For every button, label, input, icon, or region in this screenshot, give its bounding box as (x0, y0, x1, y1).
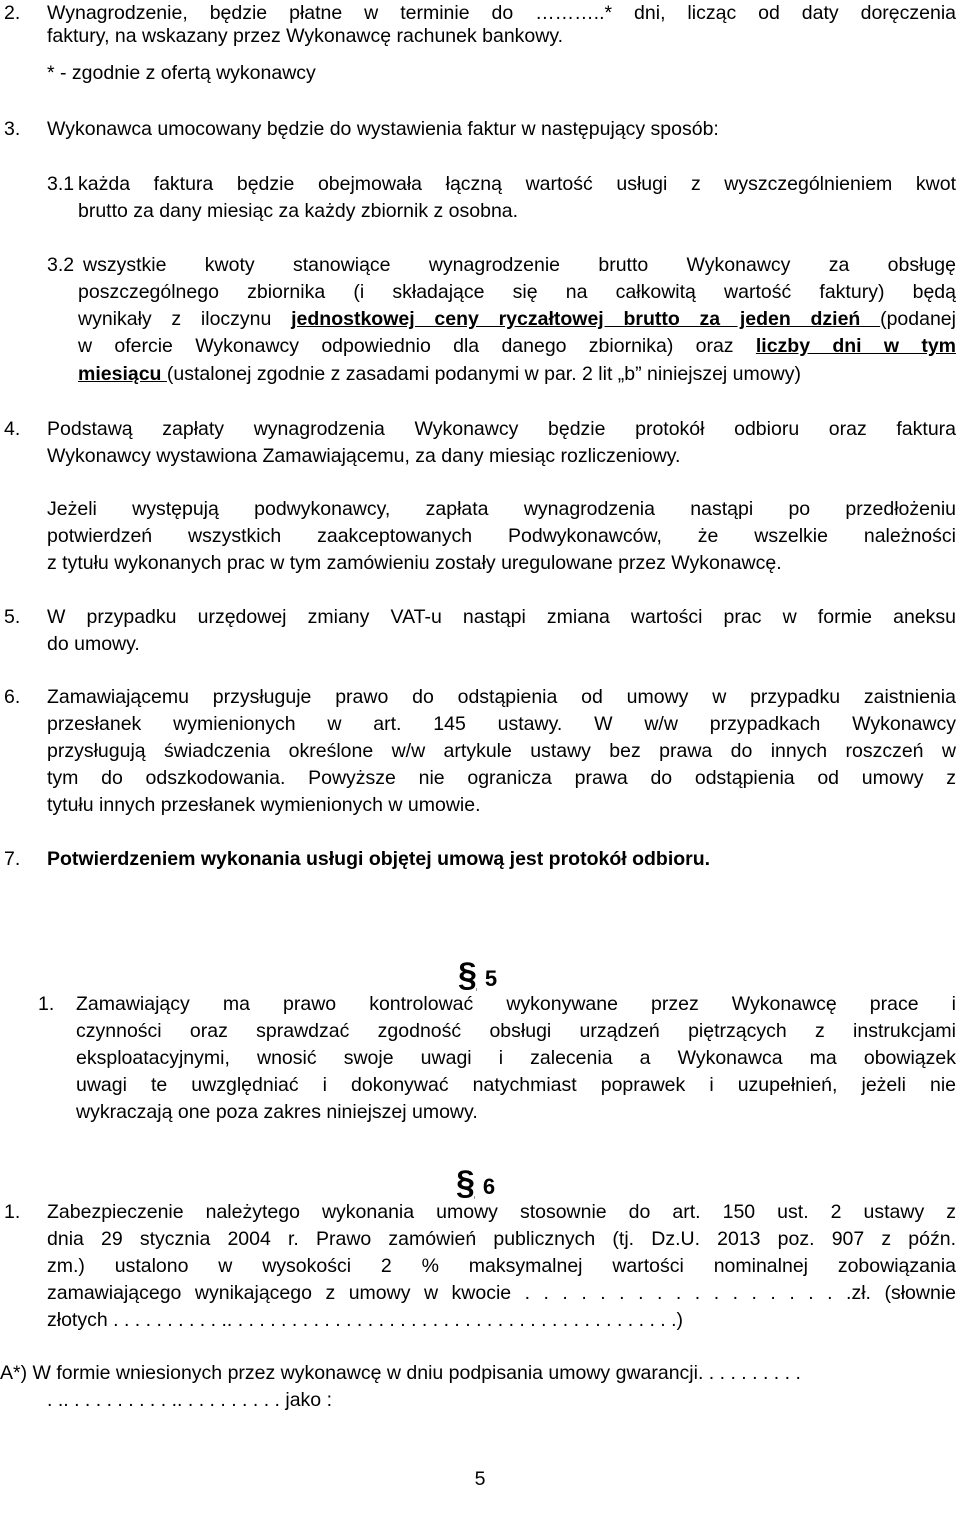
item-number: 4. (4, 418, 21, 440)
item-6-line-3: przysługują świadczenia określone w/w artykule ustawy bez prawa do innych roszczeń w (47, 740, 956, 762)
section-6-heading: § 6 (456, 1164, 496, 1202)
section-5-item-1-line-5: wykraczają one poza zakres niniejszej umowy. (76, 1101, 478, 1123)
item-number: 2. (4, 2, 21, 24)
item-5-line-2: do umowy. (47, 633, 140, 655)
section-5-item-1-line-3: eksploatacyjnymi, wnosić swoje uwagi i zalecenia a Wykonawca ma obowiązek (76, 1047, 956, 1069)
item-number: 7. (4, 848, 21, 870)
item-3-2-line-5: miesiącu (ustalonej zgodnie z zasadami podanymi w par. 2 lit „b” niniejszej umowy) (78, 363, 801, 385)
section-6-item-1-line-1: 1. Zabezpieczenie należytego wykonania umowy stosownie do art. 150 ust. 2 ustawy z (0, 1199, 958, 1226)
item-6-line-4: tym do odszkodowania. Powyższe nie ogranicza prawa do odstąpienia od umowy z (47, 767, 956, 789)
item-3-1-line-1: 3.1 każda faktura będzie obejmowała łączną wartość usługi z wyszczególnieniem kwot (0, 171, 958, 198)
item-number: 3. (4, 118, 21, 140)
item-6-line-1: 6. Zamawiającemu przysługuje prawo do odstąpienia od umowy w przypadku zaistnienia (0, 684, 958, 711)
section-6-item-1-line-2: dnia 29 stycznia 2004 r. Prawo zamówień publicznych (tj. Dz.U. 2013 poz. 907 z późn. (47, 1228, 956, 1250)
section-5-item-1-line-2: czynności oraz sprawdzać zgodność obsługi urządzeń piętrzących z instrukcjami (76, 1020, 956, 1042)
guarantee-line-1: A*) W formie wniesionych przez wykonawcę w dniu podpisania umowy gwarancji. . . . . . . . . . (0, 1362, 801, 1384)
section-5-heading: § 5 (458, 956, 498, 994)
item-number: 6. (4, 686, 21, 708)
item-2-line-2: faktury, na wskazany przez Wykonawcę rachunek bankowy. (47, 25, 564, 47)
item-3-2-line-3: wynikały z iloczynu jednostkowej ceny ryczałtowej brutto za jeden dzień (podanej (78, 308, 956, 330)
item-2-line-1: 2. Wynagrodzenie, będzie płatne w terminie do ………..* dni, licząc od daty doręczenia (0, 0, 958, 27)
section-6-item-1-line-5: złotych . . . . . . . . . . .. . . . . . . . . . . . . . . . . . . . . . . . . . . . . . . . . . . . . . . . . .) (47, 1309, 684, 1331)
item-3-line-1: 3. Wykonawca umocowany będzie do wystawienia faktur w następujący sposób: (0, 116, 958, 143)
item-4-line-1: 4. Podstawą zapłaty wynagrodzenia Wykonawcy będzie protokół odbioru oraz faktura (0, 416, 958, 443)
item-3-2-line-4: w ofercie Wykonawcy odpowiednio dla danego zbiornika) oraz liczby dni w tym (78, 335, 956, 357)
item-4-line-2: Wykonawcy wystawiona Zamawiającemu, za dany miesiąc rozliczeniowy. (47, 445, 681, 467)
subitem-number: 3.1 (47, 173, 75, 195)
section-sign: § (456, 1164, 475, 1202)
item-number: 5. (4, 606, 21, 628)
section-5-item-1-line-1: 1. Zamawiający ma prawo kontrolować wykonywane przez Wykonawcę prace i (0, 991, 958, 1018)
item-5-line-1: 5. W przypadku urzędowej zmiany VAT-u nastąpi zmiana wartości prac w formie aneksu (0, 604, 958, 631)
section-6-item-1-line-3: zm.) ustalono w wysokości 2 % maksymalnej wartości nominalnej zobowiązania (47, 1255, 956, 1277)
unit-price-emphasis: jednostkowej ceny ryczałtowej brutto za jeden dzień (291, 308, 881, 330)
month-emphasis: miesiącu (78, 363, 167, 385)
item-3-2-line-1: 3.2 wszystkie kwoty stanowiące wynagrodzenie brutto Wykonawcy za obsługę (0, 252, 958, 279)
item-number: 1. (38, 993, 55, 1015)
page-number: 5 (474, 1468, 486, 1490)
offer-note: * - zgodnie z ofertą wykonawcy (47, 62, 316, 84)
section-5-item-1-line-4: uwagi te uwzględniać i dokonywać natychmiast poprawek i uzupełnień, jeżeli nie (76, 1074, 956, 1096)
subitem-number: 3.2 (47, 254, 75, 276)
item-number: 1. (4, 1201, 21, 1223)
item-6-line-5: tytułu innych przesłanek wymienionych w umowie. (47, 794, 481, 816)
item-3-1-line-2: brutto za dany miesiąc za każdy zbiornik z osobna. (78, 200, 519, 222)
section-sign: § (458, 956, 477, 994)
item-6-line-2: przesłanek wymienionych w art. 145 ustawy. W w/w przypadkach Wykonawcy (47, 713, 956, 735)
item-7-line-1: 7. Potwierdzeniem wykonania usługi objętej umową jest protokół odbioru. (0, 846, 958, 873)
item-4-line-4: potwierdzeń wszystkich zaakceptowanych Podwykonawców, że wszelkie należności (47, 525, 956, 547)
item-4-line-3: Jeżeli występują podwykonawcy, zapłata wynagrodzenia nastąpi po przedłożeniu (47, 498, 956, 520)
guarantee-line-2: . .. . . . . . . . . . .. . . . . . . . . . jako : (47, 1389, 332, 1411)
section-6-item-1-line-4: zamawiającego wynikającego z umowy w kwocie . . . . . . . . . . . . . . . . . .zł. (słownie (47, 1282, 956, 1304)
item-4-line-5: z tytułu wykonanych prac w tym zamówieniu zostały uregulowane przez Wykonawcę. (47, 552, 782, 574)
days-count-emphasis: liczby dni w tym (755, 335, 956, 357)
item-3-2-line-2: poszczególnego zbiornika (i składające się na całkowitą wartość faktury) będą (78, 281, 956, 303)
